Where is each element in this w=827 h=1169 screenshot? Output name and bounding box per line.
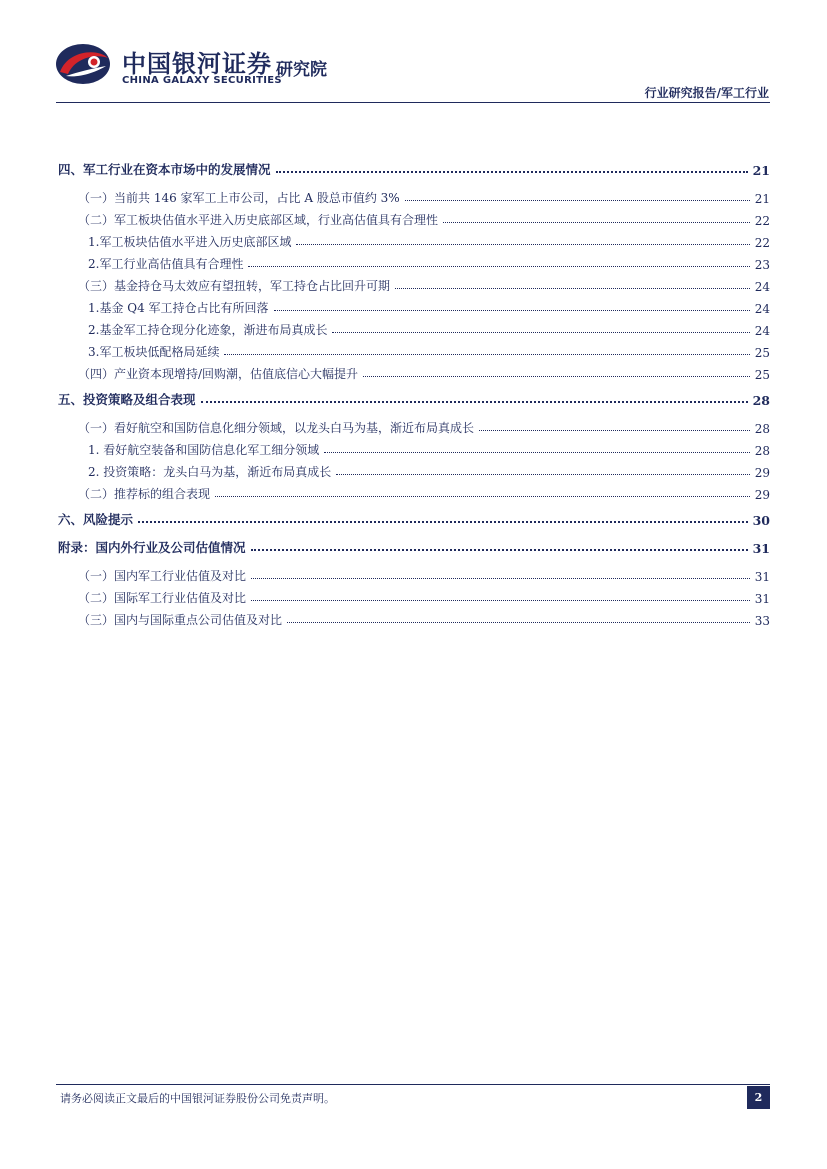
toc-entry-label: 1.基金 Q4 军工持仓占比有所回落 <box>88 301 269 315</box>
toc-leader-dots <box>274 310 750 311</box>
toc-leader-dots <box>479 430 750 431</box>
toc-entry-page: 21 <box>754 192 770 206</box>
toc-entry-page: 31 <box>752 541 770 556</box>
toc-leader-dots <box>215 496 750 497</box>
toc-entry-label: （三）基金持仓马太效应有望扭转，军工持仓占比回升可期 <box>78 279 391 293</box>
toc-entry-page: 28 <box>754 444 770 458</box>
toc-entry[interactable] <box>58 506 770 528</box>
toc-entry-page: 25 <box>754 368 770 382</box>
table-of-contents <box>58 152 770 628</box>
toc-entry[interactable] <box>58 480 770 502</box>
toc-leader-dots <box>296 244 749 245</box>
toc-entry[interactable] <box>58 584 770 606</box>
toc-leader-dots <box>332 332 749 333</box>
header-divider <box>56 102 770 103</box>
page-number: 2 <box>747 1086 770 1109</box>
toc-entry[interactable] <box>58 338 770 360</box>
toc-entry[interactable] <box>58 250 770 272</box>
toc-leader-dots <box>251 600 750 601</box>
toc-entry[interactable] <box>58 534 770 556</box>
footer-divider <box>56 1084 770 1085</box>
toc-leader-dots <box>405 200 750 201</box>
toc-entry[interactable] <box>58 156 770 178</box>
brand-subtitle: 研究院 <box>276 60 327 80</box>
toc-entry[interactable] <box>58 414 770 436</box>
toc-leader-dots <box>336 474 749 475</box>
toc-leader-dots <box>201 401 748 403</box>
toc-entry-label: 3.军工板块低配格局延续 <box>88 345 220 359</box>
toc-entry-page: 22 <box>754 214 770 228</box>
toc-entry-page: 22 <box>754 236 770 250</box>
toc-entry[interactable] <box>58 206 770 228</box>
toc-entry[interactable] <box>58 184 770 206</box>
toc-leader-dots <box>395 288 750 289</box>
toc-entry[interactable] <box>58 316 770 338</box>
brand-name-en: CHINA GALAXY SECURITIES <box>122 75 282 86</box>
toc-leader-dots <box>363 376 750 377</box>
toc-leader-dots <box>287 622 750 623</box>
toc-entry-label: （二）推荐标的组合表现 <box>78 487 211 501</box>
toc-leader-dots <box>251 578 750 579</box>
toc-entry-label: 附录：国内外行业及公司估值情况 <box>58 540 246 555</box>
toc-entry[interactable] <box>58 386 770 408</box>
toc-entry-page: 29 <box>754 466 770 480</box>
toc-entry-page: 31 <box>754 592 770 606</box>
toc-entry-label: 2. 投资策略：龙头白马为基，渐近布局真成长 <box>88 465 332 479</box>
toc-entry-page: 33 <box>754 614 770 628</box>
toc-entry[interactable] <box>58 606 770 628</box>
toc-leader-dots <box>251 549 748 551</box>
toc-entry-label: 2.基金军工持仓现分化迹象，渐进布局真成长 <box>88 323 328 337</box>
toc-leader-dots <box>324 452 749 453</box>
toc-entry-page: 31 <box>754 570 770 584</box>
toc-leader-dots <box>248 266 749 267</box>
galaxy-logo-icon <box>54 42 112 86</box>
toc-entry[interactable] <box>58 294 770 316</box>
toc-entry-label: （二）国际军工行业估值及对比 <box>78 591 247 605</box>
toc-leader-dots <box>443 222 750 223</box>
page-header <box>0 0 827 104</box>
toc-entry-label: （二）军工板块估值水平进入历史底部区域，行业高估值具有合理性 <box>78 213 439 227</box>
toc-entry-page: 23 <box>754 258 770 272</box>
toc-entry-label: 2.军工行业高估值具有合理性 <box>88 257 244 271</box>
toc-entry-page: 24 <box>754 302 770 316</box>
toc-entry[interactable] <box>58 228 770 250</box>
toc-entry-label: （四）产业资本现增持/回购潮，估值底信心大幅提升 <box>78 367 359 381</box>
toc-entry-label: 四、军工行业在资本市场中的发展情况 <box>58 162 271 177</box>
report-type: 行业研究报告/军工行业 <box>644 86 769 100</box>
toc-entry-page: 24 <box>754 280 770 294</box>
toc-entry-page: 30 <box>752 513 770 528</box>
toc-entry-label: （三）国内与国际重点公司估值及对比 <box>78 613 283 627</box>
toc-entry-page: 28 <box>754 422 770 436</box>
toc-entry-page: 24 <box>754 324 770 338</box>
toc-entry-label: （一）看好航空和国防信息化细分领域，以龙头白马为基，渐近布局真成长 <box>78 421 475 435</box>
toc-entry-label: 六、风险提示 <box>58 512 134 527</box>
toc-entry[interactable] <box>58 360 770 382</box>
toc-entry-label: 1.军工板块估值水平进入历史底部区域 <box>88 235 292 249</box>
toc-entry-page: 29 <box>754 488 770 502</box>
brand-name-cn: 中国银河证券 <box>122 50 272 78</box>
toc-entry-page: 28 <box>752 393 770 408</box>
toc-entry[interactable] <box>58 458 770 480</box>
toc-entry[interactable] <box>58 272 770 294</box>
toc-entry-label: 五、投资策略及组合表现 <box>58 392 196 407</box>
disclaimer: 请务必阅读正文最后的中国银河证券股份公司免责声明。 <box>60 1092 335 1105</box>
toc-leader-dots <box>138 521 748 523</box>
toc-entry-label: （一）国内军工行业估值及对比 <box>78 569 247 583</box>
toc-entry[interactable] <box>58 436 770 458</box>
toc-entry[interactable] <box>58 562 770 584</box>
toc-leader-dots <box>224 354 749 355</box>
toc-entry-label: 1. 看好航空装备和国防信息化军工细分领域 <box>88 443 320 457</box>
toc-entry-label: （一）当前共 146 家军工上市公司，占比 A 股总市值约 3% <box>78 191 400 205</box>
toc-entry-page: 21 <box>752 163 770 178</box>
toc-entry-page: 25 <box>754 346 770 360</box>
toc-leader-dots <box>276 171 748 173</box>
